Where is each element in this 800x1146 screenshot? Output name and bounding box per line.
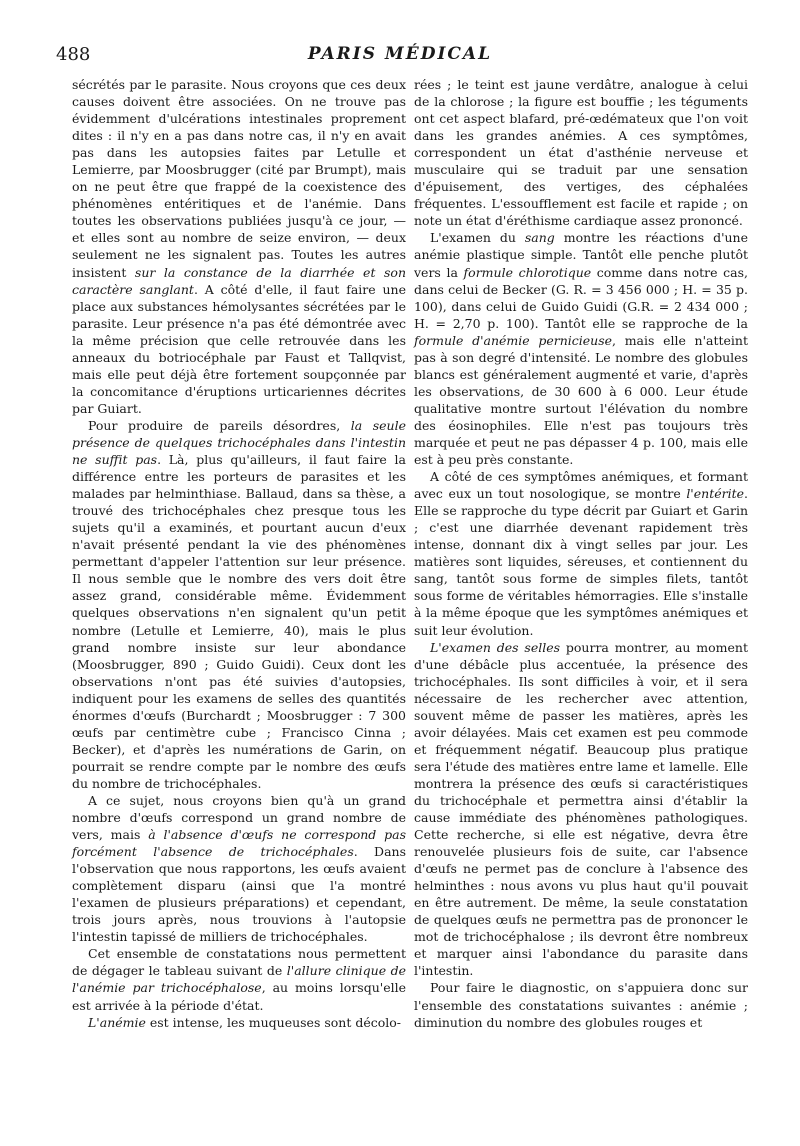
paragraph (414, 468, 748, 638)
text-run: . Elle se rapproche du type décrit par Guiart et Garin ; c'est une diarrhée devenant rapidement très intense, donnant dix à vingt selles par jour. Les matières sont liquides, séreuses, et contiennent du sang, tantôt sous forme de simples filets, tantôt sous forme de véritables hémorragies. Elle s'installe à la même époque que les symptômes anémiques et suit leur évolution. (414, 486, 748, 638)
paragraph (72, 417, 406, 792)
italic-phrase: sur la constance de la diarrhée et son caractère sanglant (72, 264, 407, 297)
text-run: A ce sujet, nous croyons bien qu'à un grand nombre d'œufs correspond un grand nombre de vers, mais (72, 792, 406, 843)
left-column (72, 76, 406, 1031)
italic-phrase: formule d'anémie pernicieuse (414, 332, 613, 348)
italic-phrase: formule chlorotique (463, 264, 592, 280)
text-run: Pour produire de pareils désordres, (88, 417, 351, 433)
text-run: montre les réactions d'une anémie plastique simple. Tantôt elle penche plutôt vers la (414, 230, 749, 280)
italic-phrase: la seule présence de quelques trichocéphales dans l'intestin ne suffit pas (72, 417, 406, 468)
paragraph (414, 76, 748, 229)
paragraph (72, 1014, 406, 1031)
page-number: 488 (56, 44, 91, 65)
text-run: Cet ensemble de constatations nous permettent de dégager le tableau suivant de (72, 946, 406, 979)
text-run: sécrétés par le parasite. Nous croyons que ces deux causes doivent être associées. On ne trouve pas évidemment d'ulcérations intestinales proprement dites : il n'y en a pas dans notre cas, il n'y en avait pas dans les autopsies faites par Letulle et Lemierre, par Moosbrugger (cité par Brumpt), mais on ne peut être que frappé de la coexistence des phénomènes entéritiques et de l'anémie. Dans toutes les observations publiées jusqu'à ce jour, — et elles sont au nombre de seize environ, — deux seulement ne les signalent pas. Toutes les autres insistent (72, 77, 406, 280)
text-run: L'examen du (430, 230, 525, 246)
paragraph (72, 945, 406, 1013)
paragraph (414, 639, 748, 980)
italic-phrase: l'allure clinique de l'anémie par trichocéphalose (72, 963, 406, 996)
italic-phrase: sang (524, 230, 555, 246)
right-column (414, 76, 748, 1031)
text-run: Pour faire le diagnostic, on s'appuiera donc sur l'ensemble des constatations suivantes : anémie ; diminution du nombre des globules rouges et (414, 980, 748, 1030)
paragraph (414, 229, 748, 468)
text-run: , au moins lorsqu'elle est arrivée à la période d'état. (72, 980, 406, 1013)
running-title: PARIS MÉDICAL (307, 44, 493, 64)
paragraph (72, 76, 406, 417)
italic-phrase: l'entérite (686, 486, 745, 502)
text-run: pourra montrer, au moment d'une débâcle plus accentuée, la présence des trichocéphales. Ils sont difficiles à voir, et il sera nécessaire de les rechercher avec attention, souvent même de passer les matières, après les avoir délayées. Mais cet examen est peu commode et fréquemment négatif. Beaucoup plus pratique sera l'étude des matières entre lame et lamelle. Elle montrera la présence des œufs si caractéristiques du trichocéphale et permettra ainsi d'établir la cause immédiate des phénomènes pathologiques. Cette recherche, si elle est négative, devra être renouvelée plusieurs fois de suite, car l'absence d'œufs ne permet pas de conclure à l'absence des helminthes : nous avons vu plus haut qu'il pouvait en être autrement. De même, la seule constatation de quelques œufs ne permettra pas de prononcer le mot de trichocéphalose ; ils devront être nombreux et marquer ainsi l'abondance du parasite dans l'intestin. (414, 639, 749, 979)
text-run: . Là, plus qu'ailleurs, il faut faire la différence entre les porteurs de parasites et les malades par helminthiase. Ballaud, dans sa thèse, a trouvé des trichocéphales chez presque tous les sujets qu'il a examinés, et pourtant aucun d'eux n'avait présenté pendant la vie des phénomènes permettant d'appeler l'attention sur leur présence. Il nous semble que le nombre des vers doit être assez grand, considérable même. Évidemment quelques observations n'en signalent qu'un petit nombre (Letulle et Lemierre, 40), mais le plus grand nombre insiste sur leur abondance (Moosbrugger, 890 ; Guido Guidi). Ceux dont les observations n'ont pas été suivies d'autopsies, indiquent pour les examens de selles des quantités énormes d'œufs (Burchardt ; Moosbrugger : 7 300 œufs par centimètre cube ; Francisco Cinna ; Becker), et d'après les numérations de Garin, on pourrait se rendre compte par le nombre des œufs du nombre de trichocéphales. (72, 452, 406, 791)
italic-phrase: à l'absence d'œufs ne correspond pas forcément l'absence de trichocéphales (72, 827, 406, 860)
paragraph (414, 979, 748, 1030)
text-run: . Dans l'observation que nous rapportons, les œufs avaient complètement disparu (ainsi que l'a montré l'examen de plusieurs préparations) et cependant, trois jours après, nous trouvions à l'autopsie l'intestin tapissé de milliers de trichocéphales. (72, 844, 406, 945)
text-run: comme dans notre cas, dans celui de Becker (G. R. = 3 456 000 ; H. = 35 p. 100), dans celui de Guido Guidi (G.R. = 2 434 000 ; H. = 2,70 p. 100). Tantôt elle se rapproche de la (414, 264, 748, 331)
paragraph (72, 792, 406, 945)
italic-phrase: L'anémie (88, 1014, 146, 1030)
italic-phrase: L'examen des selles (430, 639, 561, 655)
text-run: A côté de ces symptômes anémiques, et formant avec eux un tout nosologique, se montre (414, 469, 748, 502)
text-run: rées ; le teint est jaune verdâtre, analogue à celui de la chlorose ; la figure est bouffie ; les téguments ont cet aspect blafard, pré-œdémateux que l'on voit dans les grandes anémies. A ces symptômes, correspondent un état d'asthénie nerveuse et musculaire qui se traduit par une sensation d'épuisement, des vertiges, des céphalées fréquentes. L'essoufflement est facile et rapide ; on note un état d'éréthisme cardiaque assez prononcé. (414, 77, 748, 229)
text-run: , mais elle n'atteint pas à son degré d'intensité. Le nombre des globules blancs est généralement augmenté et varie, d'après les observations, de 30 600 à 6 000. Leur étude qualitative montre surtout l'élévation du nombre des éosinophiles. Elle n'est pas toujours très marquée et peut ne pas dépasser 4 p. 100, mais elle est à peu près constante. (414, 332, 748, 468)
text-run: . A côté d'elle, il faut faire une place aux substances hémolysantes sécrétées par le parasite. Leur présence n'a pas été démontrée avec la même précision que celle retrouvée dans les anneaux du botriocéphale par Faust et Tallqvist, mais elle peut déjà être fortement soupçonnée par la concomitance d'éruptions urticariennes décrites par Guiart. (72, 281, 407, 416)
text-run: est intense, les muqueuses sont décolo- (145, 1014, 401, 1030)
